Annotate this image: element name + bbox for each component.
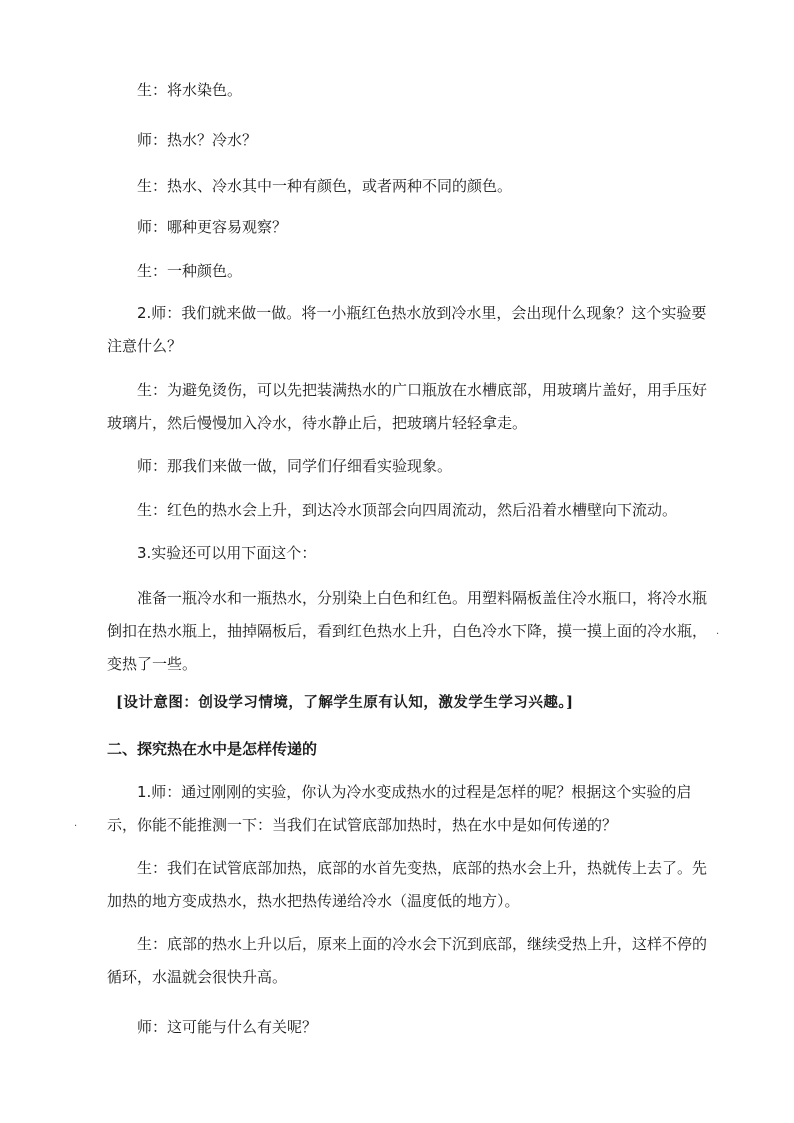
dialogue-line: 3.实验还可以用下面这个： — [137, 544, 317, 562]
experiment-description: 准备一瓶冷水和一瓶热水，分别染上白色和红色。用塑料隔板盖住冷水瓶口，将冷水瓶倒扣在热水瓶上，抽掉隔板后，看到红色热水上升，白色冷水下降，摸一摸上面的冷水瓶，变热了一些。 — [107, 589, 708, 673]
dialogue-line: 生：红色的热水会上升，到达冷水顶部会向四周流动，然后沿着水槽壁向下流动。 — [137, 501, 678, 519]
stray-mark: . — [74, 818, 78, 829]
dialogue-line: 生：底部的热水上升以后，原来上面的冷水会下沉到底部，继续受热上升，这样不停的循环，水温就会很快升高。 — [107, 935, 708, 986]
dialogue-line: 师：那我们来做一做，同学们仔细看实验现象。 — [137, 457, 453, 475]
dialogue-line: 生：一种颜色。 — [137, 262, 243, 280]
dialogue-line: 师：哪种更容易观察？ — [137, 218, 288, 236]
stray-mark: . — [716, 626, 720, 637]
design-intent-note: [设计意图：创设学习情境，了解学生原有认知，激发学生学习兴趣。] — [116, 694, 574, 711]
dialogue-line: 1.师：通过刚刚的实验，你认为冷水变成热水的过程是怎样的呢？根据这个实验的启示，你能不能推测一下：当我们在试管底部加热时，热在水中是如何传递的？ — [107, 783, 692, 834]
dialogue-line: 生：将水染色。 — [137, 81, 243, 99]
dialogue-line: 2.师：我们就来做一做。将一小瓶红色热水放到冷水里，会出现什么现象？这个实验要注意什么？ — [107, 304, 707, 355]
section-heading: 二、探究热在水中是怎样传递的 — [107, 740, 318, 758]
dialogue-line: 师：热水？冷水？ — [137, 131, 258, 149]
dialogue-line: 生：我们在试管底部加热，底部的水首先变热，底部的热水会上升，热就传上去了。先加热的地方变成热水，热水把热传递给冷水（温度低的地方）。 — [107, 859, 708, 910]
dialogue-line: 师：这可能与什么有关呢？ — [137, 1018, 318, 1036]
dialogue-line: 生：为避免烫伤，可以先把装满热水的广口瓶放在水槽底部，用玻璃片盖好，用手压好玻璃片，然后慢慢加入冷水，待水静止后，把玻璃片轻轻拿走。 — [107, 381, 708, 432]
dialogue-line: 生：热水、冷水其中一种有颜色，或者两种不同的颜色。 — [137, 177, 513, 195]
